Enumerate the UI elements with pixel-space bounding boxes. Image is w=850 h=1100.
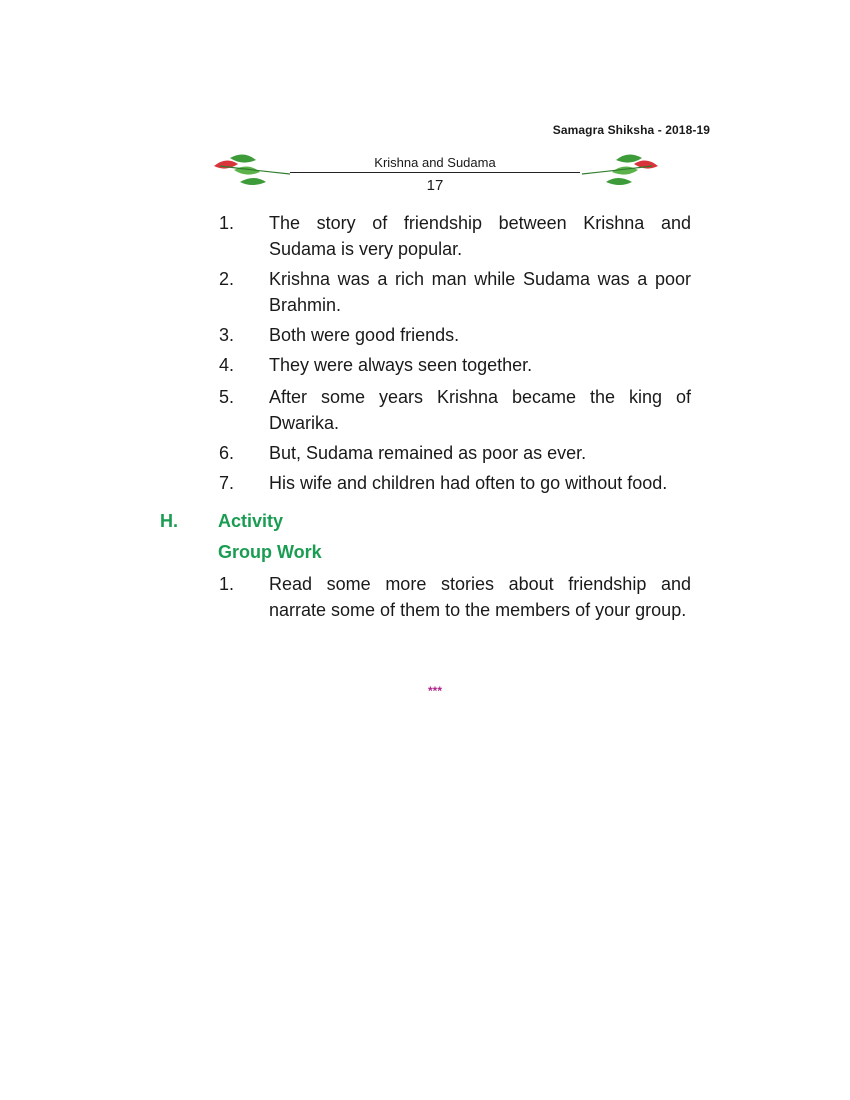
chapter-title: Krishna and Sudama xyxy=(374,155,496,170)
item-text: They were always seen together. xyxy=(269,355,533,375)
item-text: Krishna was a rich man while Sudama was a poor Brahmin. xyxy=(269,269,691,315)
item-text: The story of friendship between Krishna and Sudama is very popular. xyxy=(269,213,691,259)
item-text: Read some more stories about friendship and narrate some of them to the members of your group. xyxy=(269,574,691,620)
leaf-ornament-left-icon xyxy=(212,152,292,188)
page-number: 17 xyxy=(426,177,444,194)
item-number: 6. xyxy=(219,443,235,463)
item-number: 7. xyxy=(219,473,235,493)
item-number: 1. xyxy=(219,574,235,594)
item-text: But, Sudama remained as poor as ever. xyxy=(269,443,587,463)
item-number: 2. xyxy=(219,269,235,289)
item-number: 1. xyxy=(219,213,235,233)
header-rule xyxy=(290,172,580,173)
item-text: His wife and children had often to go without food. xyxy=(269,473,668,493)
section-letter: H. xyxy=(160,511,178,531)
item-text: After some years Krishna became the king of Dwarika. xyxy=(269,387,691,433)
item-number: 3. xyxy=(219,325,235,345)
section-title: Activity xyxy=(218,511,284,531)
end-mark: *** xyxy=(427,684,442,698)
item-text: Both were good friends. xyxy=(269,325,460,345)
leaf-ornament-right-icon xyxy=(580,152,660,188)
series-header: Samagra Shiksha - 2018-19 xyxy=(552,123,710,137)
section-subtitle: Group Work xyxy=(218,542,322,562)
item-number: 4. xyxy=(219,355,235,375)
item-number: 5. xyxy=(219,387,235,407)
